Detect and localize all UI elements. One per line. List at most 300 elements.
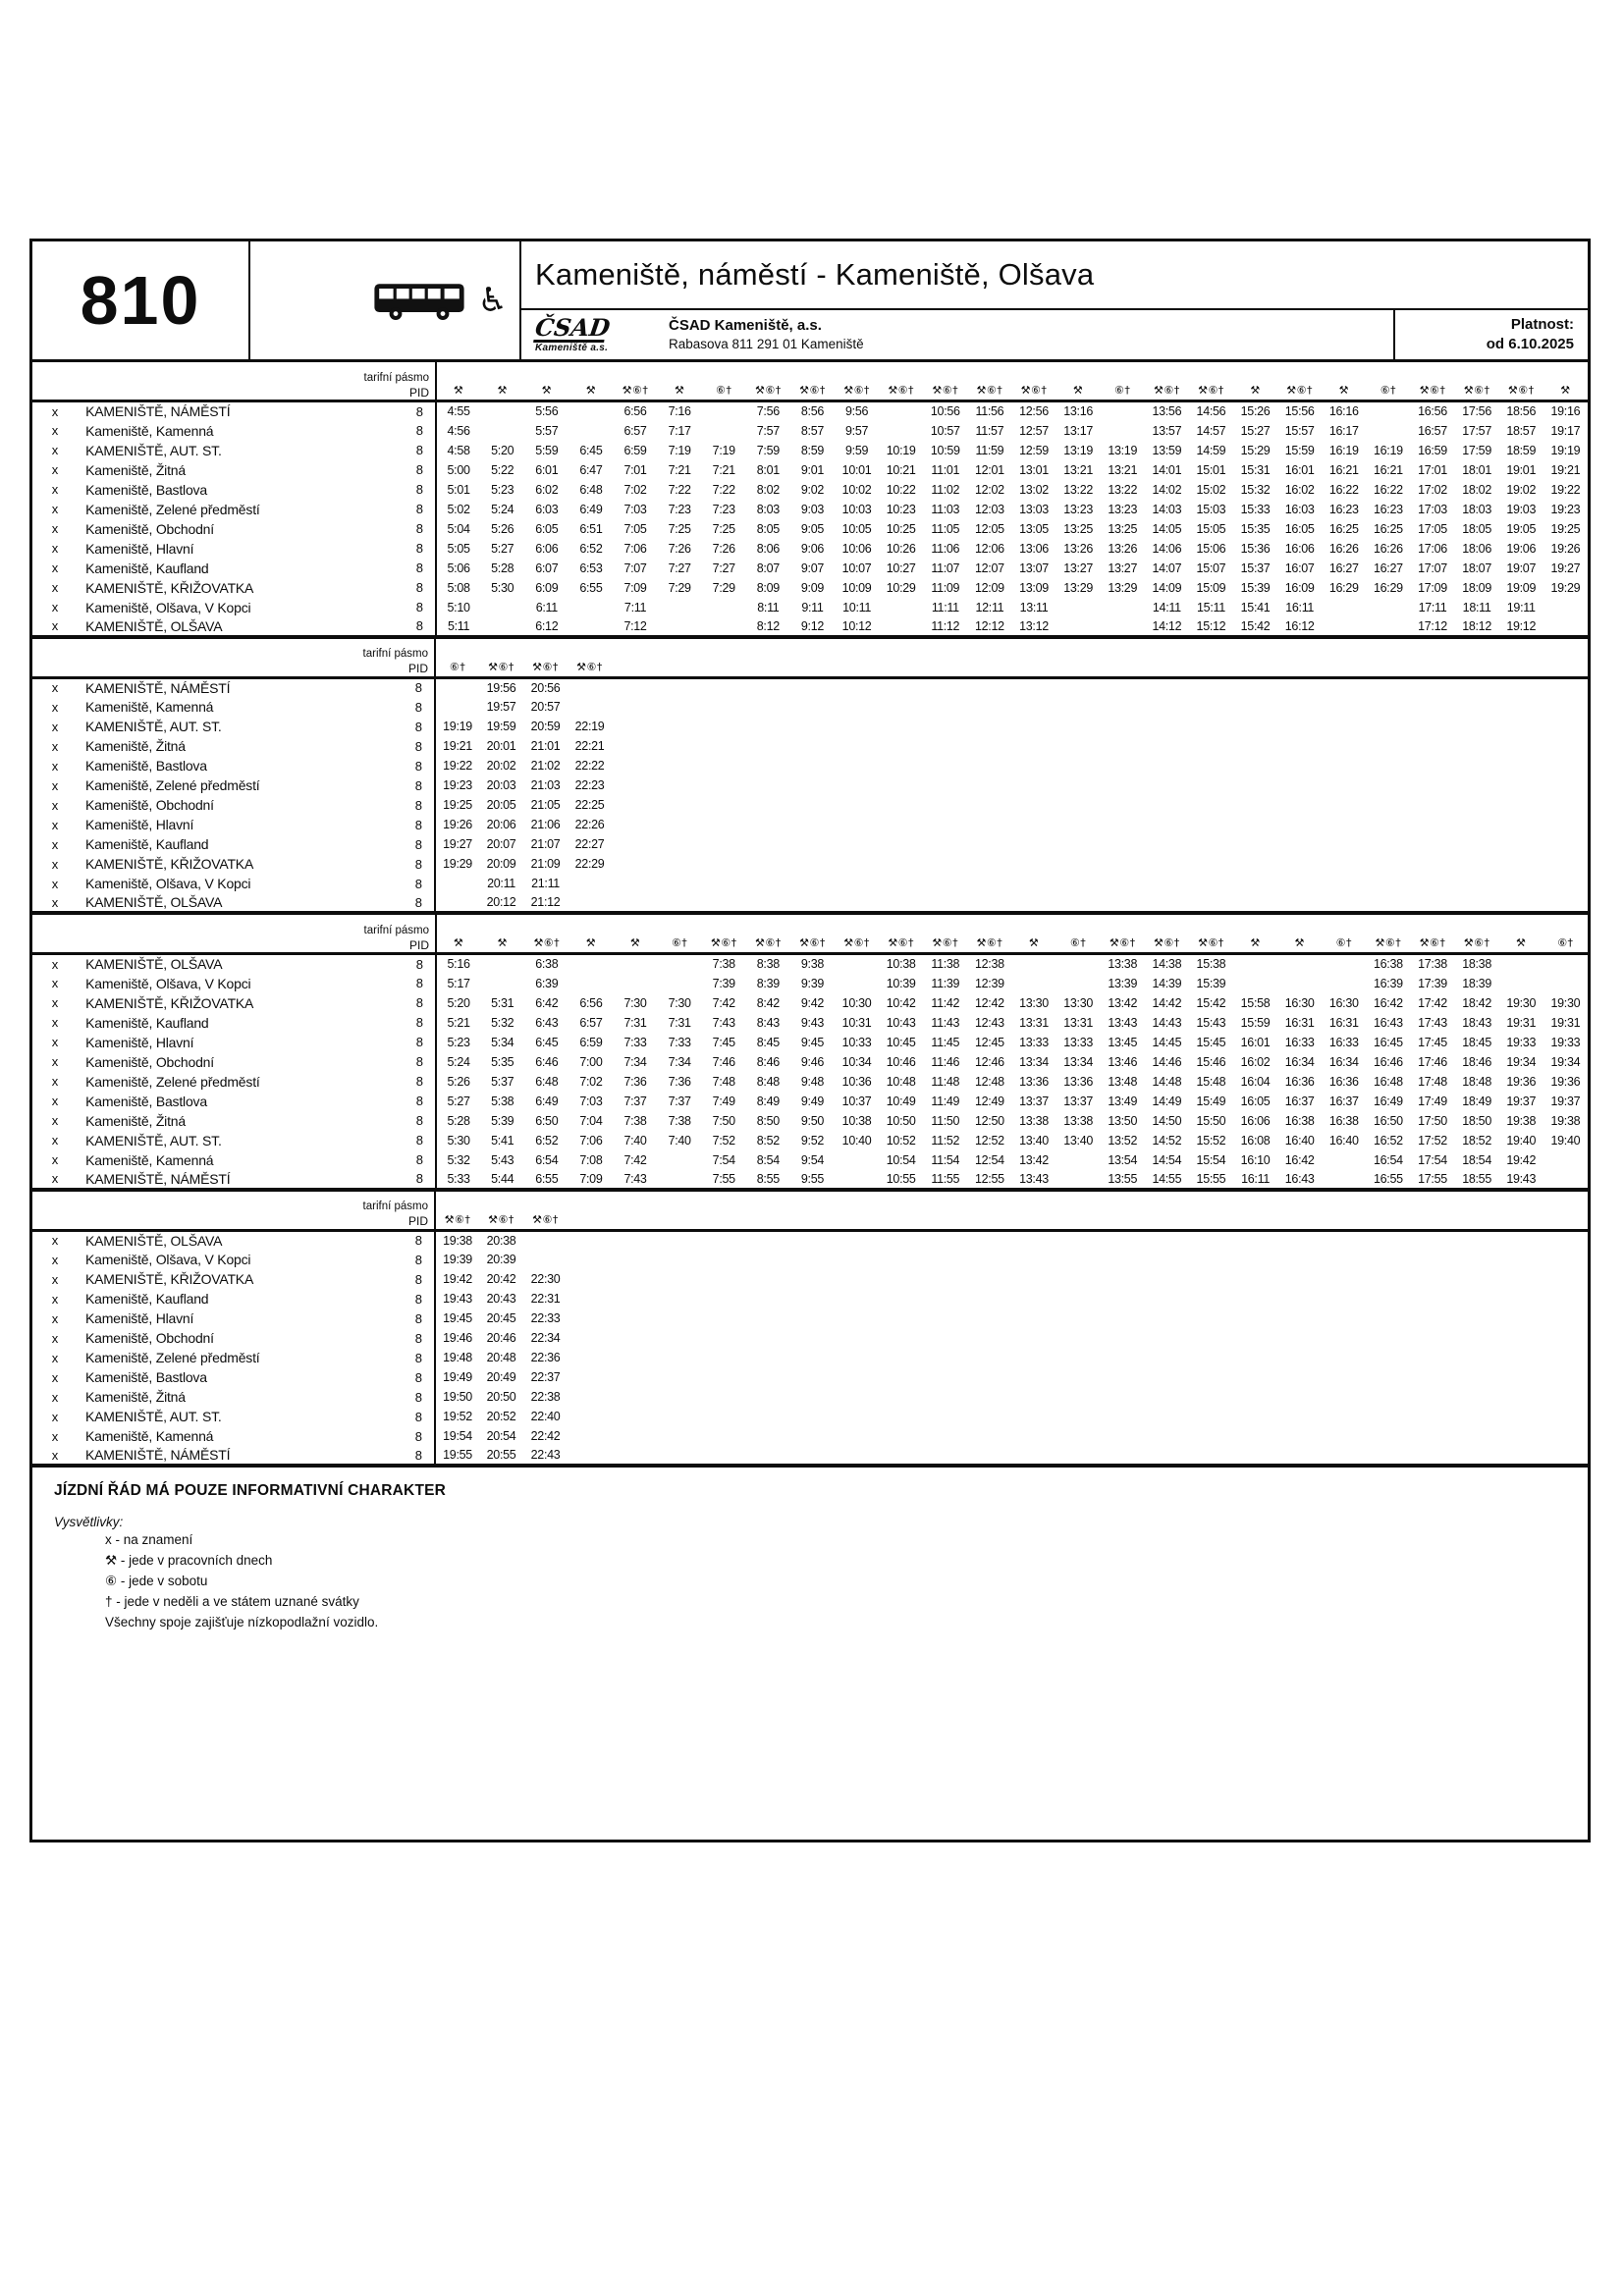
stop-row	[32, 1250, 1588, 1269]
stop-row	[32, 1150, 1588, 1170]
time-cell: 16:59	[1418, 443, 1447, 457]
time-cell: 8:57	[800, 423, 825, 438]
day-mark: ⚒⑥†	[702, 915, 746, 954]
time-cell: 19:01	[1506, 462, 1537, 477]
filler	[612, 854, 1588, 874]
time-cell: 22:23	[574, 778, 605, 792]
time-cell: 17:09	[1418, 580, 1447, 595]
time-cell: 10:39	[886, 976, 916, 990]
time-cell: 6:38	[535, 957, 559, 972]
zone-value: 8	[368, 1387, 435, 1407]
time-cell: 19:38	[443, 1233, 472, 1248]
time-cell: 7:37	[623, 1094, 647, 1108]
filler	[568, 1446, 1588, 1466]
time-cell: 16:07	[1284, 561, 1315, 575]
time-cell: 15:27	[1240, 423, 1271, 438]
day-mark: ⚒⑥†	[967, 915, 1011, 954]
time-cell: 22:26	[574, 818, 605, 831]
time-cell: 17:57	[1462, 423, 1491, 438]
time-cell: 10:38	[886, 957, 916, 972]
time-cell: 7:25	[712, 521, 735, 536]
time-cell: 10:56	[930, 404, 960, 419]
time-cell: 19:05	[1506, 521, 1537, 536]
time-cell: 6:55	[579, 580, 603, 595]
stop-name: Kameniště, Olšava, V Kopci	[85, 975, 251, 991]
time-cell: 20:11	[487, 877, 515, 890]
time-cell: 16:33	[1328, 1035, 1359, 1049]
time-cell: 17:54	[1418, 1152, 1447, 1167]
fare-zone-header	[32, 915, 436, 954]
stop-row	[32, 697, 1588, 717]
request-stop-flag: x	[51, 1035, 59, 1049]
time-cell: 7:02	[623, 482, 647, 497]
time-cell: 7:42	[623, 1152, 647, 1167]
time-cell: 7:23	[668, 502, 691, 516]
time-cell: 20:02	[486, 759, 516, 773]
zone-value: 8	[368, 1308, 435, 1328]
zone-value: 8	[368, 815, 435, 834]
filler	[568, 1407, 1588, 1426]
time-cell: 7:26	[712, 541, 735, 556]
filler	[568, 1192, 1588, 1231]
stop-row	[32, 993, 1588, 1013]
time-cell: 13:30	[1063, 995, 1093, 1010]
time-cell: 9:45	[800, 1035, 825, 1049]
time-cell: 16:40	[1328, 1133, 1359, 1148]
time-cell: 6:01	[535, 462, 559, 477]
time-cell: 19:46	[443, 1331, 472, 1345]
stop-name: KAMENIŠTĚ, KŘIŽOVATKA	[85, 1271, 254, 1287]
time-cell: 17:46	[1418, 1054, 1447, 1069]
time-cell: 9:02	[800, 482, 825, 497]
stop-row	[32, 559, 1588, 578]
day-mark: ⑥†	[1543, 915, 1588, 954]
day-mark: ⑥†	[1322, 915, 1366, 954]
time-cell: 7:38	[623, 1113, 647, 1128]
zone-value: 8	[368, 1328, 435, 1348]
time-cell: 10:25	[886, 521, 916, 536]
time-cell: 17:06	[1418, 541, 1447, 556]
time-cell: 20:38	[486, 1233, 516, 1248]
time-cell: 20:45	[486, 1311, 516, 1325]
day-mark: ⚒⑥†	[613, 362, 657, 401]
time-cell: 16:23	[1373, 502, 1403, 516]
time-cell: 7:37	[668, 1094, 691, 1108]
pid-label: PID	[409, 385, 430, 400]
route-title: Kameniště, náměstí - Kameniště, Olšava	[535, 257, 1095, 292]
validity-label: Platnost:	[1510, 315, 1574, 333]
zone-value: 8	[368, 775, 435, 795]
time-cell: 13:34	[1019, 1054, 1049, 1069]
time-cell: 19:40	[1550, 1133, 1581, 1148]
time-cell: 20:39	[486, 1253, 516, 1266]
time-cell: 13:21	[1108, 462, 1138, 477]
time-cell: 16:02	[1240, 1054, 1271, 1069]
time-cell: 11:45	[931, 1035, 960, 1049]
timetable-return-evening	[32, 1192, 1588, 1468]
time-cell: 8:43	[756, 1015, 780, 1030]
filler	[568, 1387, 1588, 1407]
time-cell: 7:38	[712, 957, 735, 972]
time-cell: 13:17	[1063, 423, 1093, 438]
stop-name: Kameniště, Kamenná	[85, 1428, 214, 1444]
day-mark: ⚒⑥†	[1410, 362, 1454, 401]
time-cell: 19:06	[1506, 541, 1537, 556]
time-cell: 13:31	[1063, 1015, 1093, 1030]
time-cell: 9:54	[800, 1152, 825, 1167]
request-stop-flag: x	[51, 1271, 59, 1287]
time-cell	[702, 598, 746, 617]
time-cell: 5:23	[447, 1035, 470, 1049]
time-cell: 5:28	[447, 1113, 470, 1128]
time-cell	[568, 677, 612, 697]
time-cell: 16:19	[1328, 443, 1359, 457]
zone-value: 8	[369, 539, 436, 559]
zone-value: 8	[368, 1250, 435, 1269]
time-cell: 13:06	[1019, 541, 1049, 556]
zone-value: 8	[369, 993, 436, 1013]
day-mark: ⚒	[1011, 915, 1056, 954]
time-cell: 19:45	[443, 1311, 472, 1325]
time-cell: 12:50	[975, 1113, 1004, 1128]
stop-row	[32, 1230, 1588, 1250]
zone-value: 8	[369, 401, 436, 421]
time-cell	[702, 421, 746, 441]
operator-row	[521, 308, 1588, 359]
time-cell: 18:45	[1462, 1035, 1491, 1049]
filler	[612, 717, 1588, 736]
zone-value: 8	[369, 559, 436, 578]
time-cell: 7:36	[623, 1074, 647, 1089]
time-cell: 8:49	[756, 1094, 780, 1108]
time-cell: 7:25	[668, 521, 691, 536]
stop-row	[32, 1308, 1588, 1328]
time-cell: 18:12	[1462, 618, 1491, 633]
time-cell: 7:43	[623, 1171, 647, 1186]
time-cell	[435, 677, 479, 697]
time-cell: 20:46	[486, 1331, 516, 1345]
time-cell: 17:43	[1418, 1015, 1447, 1030]
time-cell: 16:09	[1284, 580, 1315, 595]
stop-name: Kameniště, Žitná	[85, 461, 186, 478]
time-cell: 16:02	[1284, 482, 1315, 497]
time-cell: 11:39	[931, 976, 960, 990]
time-cell: 13:56	[1152, 404, 1182, 419]
time-cell: 16:50	[1373, 1113, 1403, 1128]
time-cell: 7:11	[623, 600, 647, 614]
time-cell: 19:07	[1506, 561, 1537, 575]
time-cell: 5:30	[491, 580, 514, 595]
time-cell	[1543, 598, 1588, 617]
time-cell: 13:48	[1108, 1074, 1138, 1089]
time-cell: 12:05	[975, 521, 1004, 536]
time-cell: 9:42	[800, 995, 825, 1010]
time-cell: 6:45	[579, 443, 603, 457]
stop-row	[32, 775, 1588, 795]
legend-item-request-stop: x - na znamení	[105, 1532, 193, 1547]
time-cell: 16:57	[1418, 423, 1447, 438]
time-cell: 10:01	[841, 462, 872, 477]
time-cell: 9:06	[800, 541, 825, 556]
request-stop-flag: x	[51, 1330, 59, 1346]
stop-row	[32, 677, 1588, 697]
request-stop-flag: x	[51, 1310, 59, 1326]
stop-name: Kameniště, Kaufland	[85, 1014, 209, 1031]
legend-item-sunday-holiday: † - jede v neděli a ve státem uznané svátky	[105, 1594, 359, 1609]
time-cell: 13:19	[1108, 443, 1138, 457]
time-cell: 13:23	[1063, 502, 1093, 516]
time-cell: 8:02	[756, 482, 780, 497]
time-cell: 9:56	[845, 404, 869, 419]
stop-row	[32, 795, 1588, 815]
stop-row	[32, 1348, 1588, 1367]
time-cell: 13:22	[1063, 482, 1093, 497]
time-cell	[658, 617, 702, 637]
time-cell: 13:38	[1063, 1113, 1093, 1128]
time-cell: 16:31	[1328, 1015, 1359, 1030]
time-cell: 18:39	[1462, 976, 1491, 990]
time-cell: 17:05	[1418, 521, 1447, 536]
time-cell: 12:02	[975, 482, 1004, 497]
stop-name: KAMENIŠTĚ, NÁMĚSTÍ	[85, 679, 231, 696]
time-cell: 19:25	[1550, 521, 1581, 536]
time-cell	[1543, 617, 1588, 637]
stop-row	[32, 598, 1588, 617]
operator-logo-subtext: Kameniště a.s.	[535, 343, 609, 353]
filler	[568, 1328, 1588, 1348]
time-cell: 19:19	[443, 720, 472, 733]
zone-value: 8	[369, 1033, 436, 1052]
time-cell: 16:31	[1284, 1015, 1315, 1030]
time-cell: 16:25	[1373, 521, 1403, 536]
time-cell: 15:54	[1196, 1152, 1226, 1167]
request-stop-flag: x	[51, 541, 59, 556]
fare-zone-label: tarifní pásmo	[363, 924, 430, 936]
time-cell: 7:27	[668, 561, 691, 575]
stop-row	[32, 480, 1588, 500]
time-cell: 11:52	[931, 1133, 960, 1148]
timetable-blocks	[32, 362, 1588, 1468]
time-cell: 17:11	[1418, 600, 1447, 614]
time-cell: 16:23	[1328, 502, 1359, 516]
time-cell	[1101, 617, 1145, 637]
request-stop-flag: x	[51, 1409, 59, 1424]
time-cell: 15:29	[1240, 443, 1271, 457]
zone-value: 8	[369, 974, 436, 993]
day-mark: ⚒⑥†	[1145, 915, 1189, 954]
time-cell	[1056, 954, 1101, 974]
time-cell	[523, 1250, 568, 1269]
zone-value: 8	[368, 1446, 435, 1466]
time-cell: 14:03	[1152, 502, 1182, 516]
time-cell: 5:38	[491, 1094, 514, 1108]
time-cell: 8:46	[756, 1054, 780, 1069]
time-cell: 10:09	[841, 580, 872, 595]
time-cell: 16:17	[1328, 423, 1359, 438]
time-cell: 7:40	[668, 1133, 691, 1148]
time-cell: 20:01	[486, 739, 516, 753]
request-stop-flag: x	[51, 1389, 59, 1405]
time-cell: 16:26	[1328, 541, 1359, 556]
filler	[568, 1230, 1588, 1250]
time-cell: 16:04	[1240, 1074, 1271, 1089]
time-cell: 9:52	[800, 1133, 825, 1148]
time-cell: 16:21	[1373, 462, 1403, 477]
time-cell: 10:37	[841, 1094, 872, 1108]
header-right	[521, 241, 1588, 359]
request-stop-flag: x	[51, 1054, 59, 1069]
time-cell: 12:03	[975, 502, 1004, 516]
time-cell: 15:38	[1196, 957, 1226, 972]
time-cell: 9:01	[800, 462, 825, 477]
request-stop-flag: x	[51, 1015, 59, 1030]
time-cell: 16:19	[1373, 443, 1403, 457]
time-cell	[568, 893, 612, 913]
time-cell: 10:57	[930, 423, 960, 438]
validity-value: od 6.10.2025	[1486, 336, 1574, 352]
time-cell	[1101, 421, 1145, 441]
time-cell: 10:33	[841, 1035, 872, 1049]
request-stop-flag: x	[51, 797, 59, 813]
zone-value: 8	[368, 697, 435, 717]
time-cell: 7:43	[712, 1015, 735, 1030]
time-cell: 13:27	[1063, 561, 1093, 575]
zone-value: 8	[368, 1367, 435, 1387]
time-cell: 15:37	[1240, 561, 1271, 575]
time-cell: 9:11	[801, 600, 824, 614]
time-cell: 22:43	[530, 1448, 561, 1462]
time-cell: 13:57	[1152, 423, 1182, 438]
time-cell: 13:29	[1108, 580, 1138, 595]
time-cell: 12:42	[975, 995, 1004, 1010]
time-cell: 19:23	[443, 778, 472, 792]
time-cell: 15:58	[1240, 995, 1271, 1010]
stop-row	[32, 974, 1588, 993]
stop-row	[32, 1013, 1588, 1033]
time-cell: 8:55	[756, 1171, 780, 1186]
time-cell: 16:36	[1328, 1074, 1359, 1089]
stop-row	[32, 460, 1588, 480]
time-cell: 8:11	[757, 600, 780, 614]
zone-value: 8	[369, 421, 436, 441]
time-cell: 7:29	[712, 580, 735, 595]
time-cell: 16:37	[1328, 1094, 1359, 1108]
time-cell: 5:17	[447, 976, 470, 990]
time-cell: 19:49	[443, 1370, 472, 1384]
stop-name: KAMENIŠTĚ, AUT. ST.	[85, 442, 222, 458]
time-cell: 20:12	[486, 895, 516, 909]
time-cell: 5:23	[491, 482, 514, 497]
day-mark: ⚒⑥†	[1410, 915, 1454, 954]
zone-value: 8	[368, 834, 435, 854]
time-cell: 19:12	[1506, 618, 1537, 633]
time-cell: 19:26	[443, 818, 472, 831]
time-cell: 18:54	[1462, 1152, 1491, 1167]
time-cell: 16:25	[1328, 521, 1359, 536]
time-cell: 17:07	[1418, 561, 1447, 575]
request-stop-flag: x	[51, 876, 59, 891]
time-cell: 13:40	[1019, 1133, 1049, 1148]
time-cell: 19:36	[1550, 1074, 1581, 1089]
filler	[612, 893, 1588, 913]
stop-row	[32, 441, 1588, 460]
time-cell: 13:25	[1108, 521, 1138, 536]
stop-name: Kameniště, Obchodní	[85, 1330, 214, 1346]
time-cell: 15:49	[1196, 1094, 1226, 1108]
time-cell: 15:55	[1196, 1171, 1226, 1186]
time-cell: 16:39	[1373, 976, 1403, 990]
time-cell	[613, 974, 657, 993]
time-cell: 7:38	[668, 1113, 691, 1128]
time-cell: 16:37	[1284, 1094, 1315, 1108]
time-cell: 8:42	[756, 995, 780, 1010]
stop-name: Kameniště, Zelené předměstí	[85, 1073, 260, 1090]
time-cell: 10:12	[841, 618, 872, 633]
time-cell: 16:42	[1373, 995, 1403, 1010]
time-cell	[1011, 974, 1056, 993]
time-cell: 10:55	[886, 1171, 916, 1186]
time-cell: 19:21	[1550, 462, 1581, 477]
stop-row	[32, 736, 1588, 756]
operator-name: ČSAD Kameniště, a.s.	[669, 316, 822, 334]
time-cell: 13:30	[1019, 995, 1049, 1010]
filler	[612, 697, 1588, 717]
time-cell: 13:52	[1108, 1133, 1138, 1148]
time-cell: 11:49	[931, 1094, 960, 1108]
request-stop-flag: x	[51, 1350, 59, 1365]
time-cell: 20:57	[530, 700, 561, 714]
time-cell: 8:52	[756, 1133, 780, 1148]
timetable-sheet	[29, 239, 1591, 1842]
time-cell	[1543, 1170, 1588, 1190]
stop-name: KAMENIŠTĚ, AUT. ST.	[85, 1409, 222, 1424]
day-mark: ⚒⑥†	[967, 362, 1011, 401]
time-cell: 22:25	[574, 798, 605, 812]
time-cell: 7:06	[623, 541, 647, 556]
time-cell: 7:07	[623, 561, 647, 575]
time-cell: 7:55	[712, 1171, 735, 1186]
time-cell: 19:34	[1550, 1054, 1581, 1069]
time-cell: 17:50	[1418, 1113, 1447, 1128]
wheelchair-icon: ♿	[477, 281, 508, 320]
time-cell: 21:05	[530, 798, 561, 812]
request-stop-flag: x	[51, 1428, 59, 1444]
day-mark: ⚒⑥†	[1499, 362, 1543, 401]
time-cell: 18:02	[1462, 482, 1491, 497]
request-stop-flag: x	[51, 1171, 59, 1186]
time-cell: 6:55	[535, 1171, 559, 1186]
time-cell: 6:03	[535, 502, 559, 516]
time-cell: 7:59	[756, 443, 780, 457]
time-cell: 10:23	[886, 502, 916, 516]
filler	[568, 1269, 1588, 1289]
time-cell: 9:07	[800, 561, 825, 575]
time-cell: 9:49	[800, 1094, 825, 1108]
zone-value: 8	[368, 1230, 435, 1250]
time-cell: 12:59	[1019, 443, 1049, 457]
stop-name: Kameniště, Žitná	[85, 1389, 186, 1405]
time-cell: 7:50	[712, 1113, 735, 1128]
time-cell: 21:07	[530, 837, 561, 851]
request-stop-flag: x	[51, 521, 59, 536]
time-cell	[1322, 1170, 1366, 1190]
time-cell: 14:12	[1152, 618, 1182, 633]
time-cell: 5:44	[491, 1171, 514, 1186]
time-cell: 18:56	[1506, 404, 1537, 419]
time-cell: 9:48	[800, 1074, 825, 1089]
time-cell: 7:02	[579, 1074, 603, 1089]
time-cell: 16:38	[1284, 1113, 1315, 1128]
